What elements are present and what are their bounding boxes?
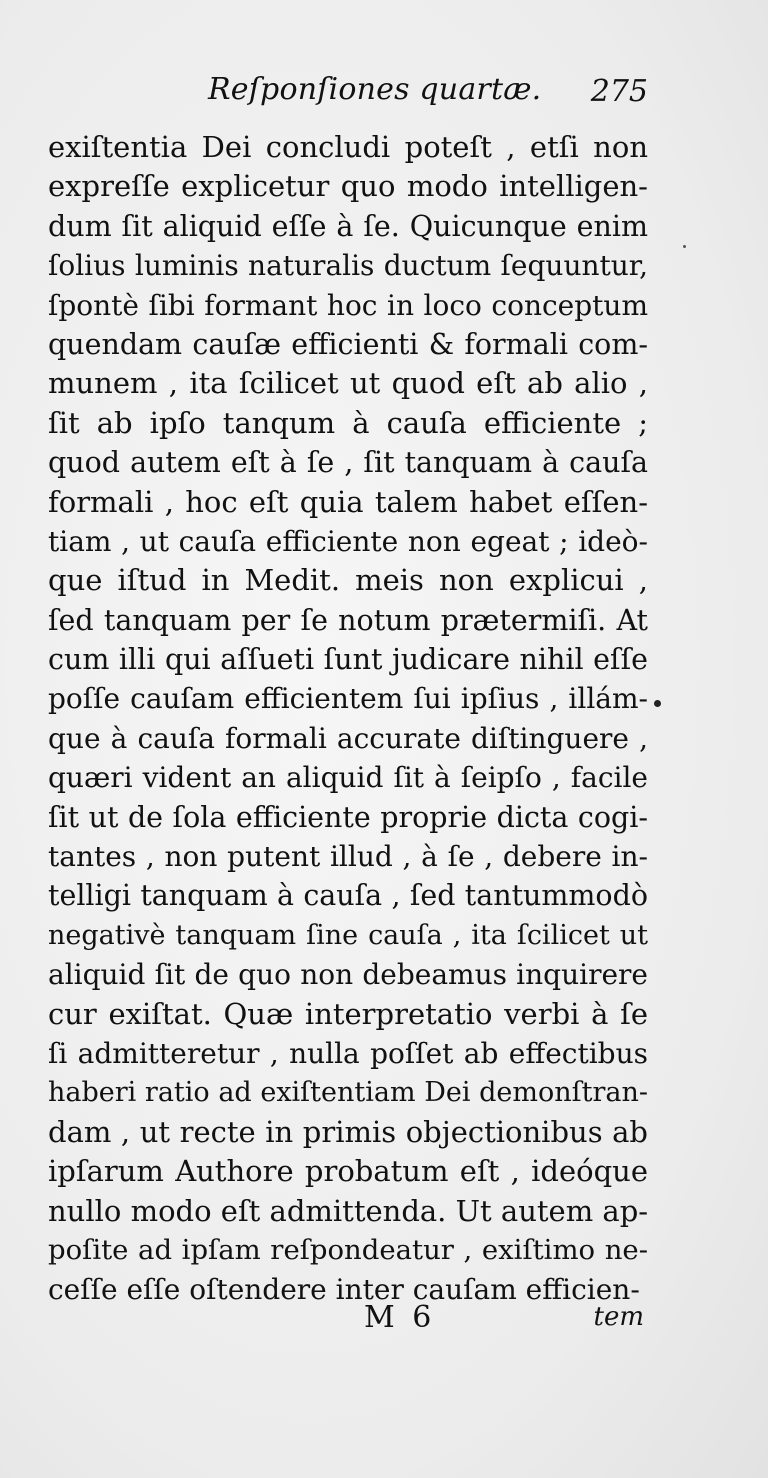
text-line: ſit ab ipſo tanqum à cauſa efficiente ; (48, 405, 648, 440)
text-line: ſpontè ſibi formant hoc in loco conceptum (48, 288, 648, 322)
page-header (48, 72, 648, 112)
text-line: ſit ut de ſola efficiente proprie dicta cogi- (48, 800, 648, 834)
text-line: dam , ut recte in primis objectionibus ab (48, 1114, 648, 1149)
text-line: cum illi qui aſſueti ſunt judicare nihil eſſe (48, 643, 648, 677)
paper-speck (683, 245, 686, 248)
text-line: formali , hoc eſt quia talem habet eſſen- (48, 484, 648, 519)
text-line: ſed tanquam per ſe notum prætermiſi. At (48, 603, 648, 637)
text-line: dum ſit aliquid eſſe à ſe. Quicunque enim (48, 209, 648, 243)
text-line: ſi admitteretur , nulla poſſet ab effectibus (48, 1036, 648, 1070)
text-line: poſſe cauſam efficientem ſui ipſius , illám- (48, 682, 648, 716)
text-line: aliquid ſit de quo non debeamus inquirere (48, 958, 648, 992)
text-line: negativè tanquam ſine cauſa , ita ſcilicet ut (48, 919, 648, 951)
text-line: ſolius luminis naturalis ductum ſequuntur, (48, 249, 648, 283)
text-line: cur exiſtat. Quæ interpretatio verbi à ſe (48, 996, 648, 1031)
catchword: tem (593, 1302, 644, 1332)
text-line: tiam , ut cauſa efficiente non egeat ; ideò- (48, 524, 648, 558)
text-line: nullo modo eſt admittenda. Ut autem ap- (48, 1193, 649, 1228)
running-head: Reſponſiones quartæ. (208, 72, 542, 107)
text-line: ceſſe eſſe oſtendere inter cauſam efficien- (48, 1273, 640, 1307)
text-line: que à cauſa formali accurate diſtinguere , (48, 721, 648, 755)
text-line: telligi tanquam à cauſa , ſed tantummodò (48, 879, 648, 913)
signature-mark: M 6 (364, 1300, 436, 1335)
text-line: ipſarum Authore probatum eſt , ideóque (48, 1154, 648, 1189)
text-line: haberi ratio ad exiſtentiam Dei demonſtran- (48, 1077, 648, 1109)
text-line: quæri vident an aliquid ſit à ſeipſo , facile (48, 761, 648, 795)
text-line: quod autem eſt à ſe , ſit tanquam à cauſa (48, 446, 648, 480)
body-text (48, 128, 648, 1310)
text-line: expreſſe explicetur quo modo intelligen- (48, 169, 648, 204)
page-footer (48, 1300, 648, 1340)
text-line: que iſtud in Medit. meis non explicui , (48, 563, 648, 598)
margin-dot-mark (654, 700, 661, 707)
text-line: munem , ita ſcilicet ut quod eſt ab alio , (48, 366, 648, 401)
page-number: 275 (590, 74, 648, 109)
text-line: tantes , non putent illud , à ſe , debere in- (48, 840, 648, 874)
text-line: exiſtentia Dei concludi poteſt , etſi non (48, 130, 648, 164)
text-line: poſite ad ipſam reſpondeatur , exiſtimo ne- (48, 1233, 648, 1266)
text-line: quendam cauſæ efficienti & formali com- (48, 327, 648, 361)
